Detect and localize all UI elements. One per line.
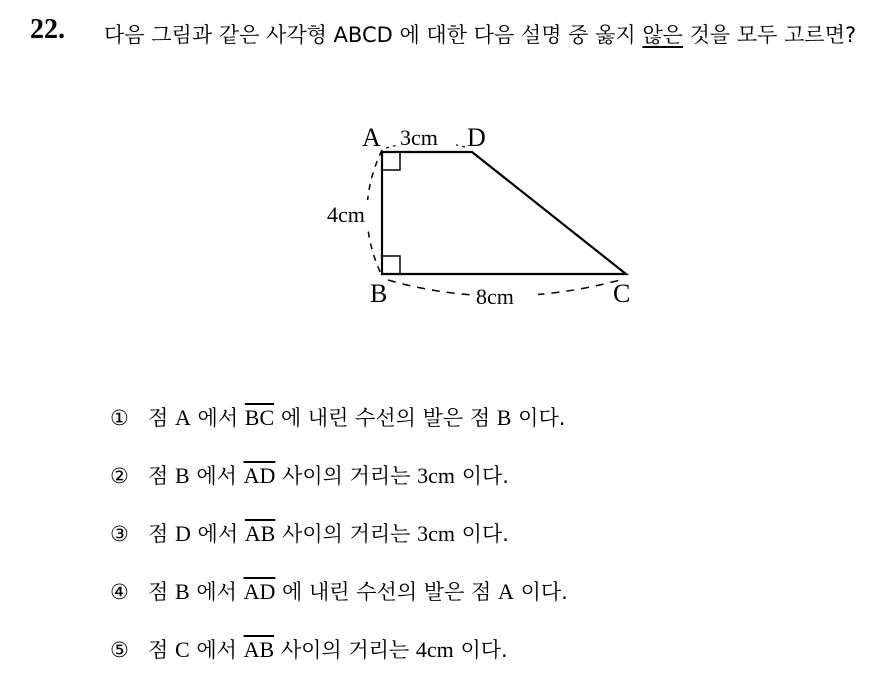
choice-segment: $\overline{AD}$ bbox=[243, 579, 276, 604]
choice-text: 점 bbox=[148, 580, 175, 604]
question-text-before: 다음 그림과 같은 사각형 ABCD 에 대한 다음 설명 중 옳지 bbox=[104, 23, 643, 47]
choice-point: A bbox=[174, 405, 191, 430]
choice-text: 점 bbox=[148, 464, 175, 488]
choice-mark: ① bbox=[110, 406, 129, 430]
choice-text: 이다. bbox=[513, 580, 568, 604]
choice-point: B bbox=[174, 579, 190, 604]
choice-text: 점 bbox=[148, 522, 175, 546]
vertex-c-label: C bbox=[613, 279, 631, 308]
choice-4[interactable] bbox=[110, 574, 870, 632]
choice-mark: ④ bbox=[110, 580, 129, 604]
choice-text: 점 bbox=[148, 638, 175, 662]
choice-value: 3cm bbox=[417, 521, 455, 546]
choice-text: 이다. bbox=[455, 522, 509, 546]
choice-segment: $\overline{BC}$ bbox=[244, 405, 275, 430]
choice-segment: $\overline{AB}$ bbox=[243, 637, 275, 662]
choice-value: 3cm bbox=[417, 463, 456, 488]
choice-value: A bbox=[498, 579, 514, 604]
length-ab-label: 4cm bbox=[327, 202, 365, 227]
length-ad-label: 3cm bbox=[400, 125, 438, 150]
length-bc-label: 8cm bbox=[476, 284, 514, 309]
choice-text: 사이의 거리는 bbox=[275, 464, 418, 488]
choice-text: 에 내린 수선의 발은 점 bbox=[275, 580, 499, 604]
question-text-after: 것을 모두 고르면? bbox=[682, 23, 857, 47]
choice-text: 사이의 거리는 bbox=[274, 638, 416, 662]
choice-1[interactable] bbox=[110, 400, 870, 458]
choice-mark: ② bbox=[110, 464, 129, 488]
choice-point: C bbox=[174, 637, 190, 662]
choice-text: 이다. bbox=[511, 406, 566, 430]
right-angle-a bbox=[382, 152, 400, 170]
question-underlined: 않은 bbox=[642, 23, 683, 47]
choice-text: 에서 bbox=[189, 464, 244, 488]
choice-text: 에서 bbox=[189, 580, 244, 604]
choice-segment: $\overline{AB}$ bbox=[244, 521, 276, 546]
trapezoid-shape bbox=[382, 152, 626, 274]
answer-choices bbox=[110, 400, 870, 690]
vertex-a-label: A bbox=[362, 123, 381, 152]
choice-text: 에 내린 수선의 발은 점 bbox=[274, 406, 497, 430]
choice-mark: ③ bbox=[110, 522, 129, 546]
choice-3[interactable] bbox=[110, 516, 870, 574]
choice-segment: $\overline{AD}$ bbox=[243, 463, 276, 488]
choice-value: B bbox=[496, 405, 512, 430]
choice-text: 에서 bbox=[190, 522, 245, 546]
choice-point: D bbox=[174, 521, 191, 546]
question-number: 22. bbox=[30, 14, 65, 45]
vertex-d-label: D bbox=[467, 123, 486, 152]
choice-value: 4cm bbox=[415, 637, 454, 662]
choice-text: 에서 bbox=[190, 406, 245, 430]
vertex-b-label: B bbox=[370, 279, 388, 308]
choice-text: 이다. bbox=[453, 638, 508, 662]
choice-point: B bbox=[174, 463, 190, 488]
choice-5[interactable] bbox=[110, 632, 870, 690]
choice-text: 에서 bbox=[189, 638, 244, 662]
choice-text: 사이의 거리는 bbox=[275, 522, 418, 546]
choice-text: 이다. bbox=[455, 464, 509, 488]
choice-mark: ⑤ bbox=[110, 638, 129, 662]
choice-2[interactable] bbox=[110, 458, 870, 516]
right-angle-b bbox=[382, 256, 400, 274]
choice-text: 점 bbox=[148, 406, 175, 430]
